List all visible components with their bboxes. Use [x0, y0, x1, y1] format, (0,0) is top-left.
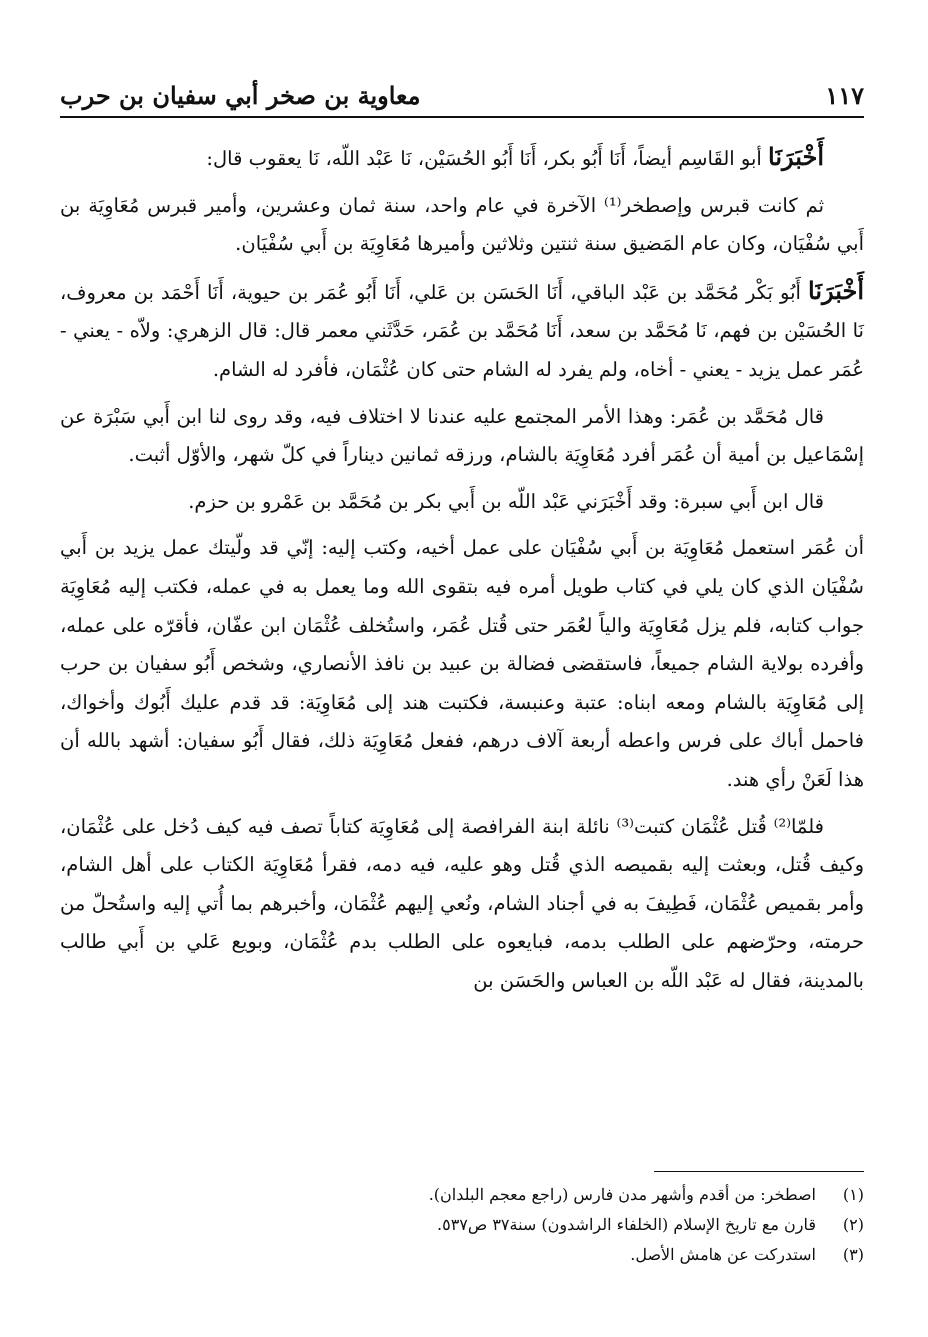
header-rule: [60, 116, 864, 118]
running-title: معاوية بن صخر أبي سفيان بن حرب: [60, 81, 421, 110]
footnote-number: (١): [842, 1185, 864, 1204]
paragraph-text: قال ابن أَبي سبرة: وقد أَخْبَرَني عَبْد اللّه بن أَبي بكر بن مُحَمَّد بن عَمْرو بن حزم.: [188, 489, 824, 513]
footnote-number: (٢): [842, 1215, 864, 1234]
paragraph-text: أن عُمَر استعمل مُعَاوِيَة بن أَبي سُفْيَان على عمل أخيه، وكتب إليه: إنّي قد ولّيتك عمل يزيد بن أَبي سُفْيَان الذي كان يلي في كتاب طويل أمره فيه بتقوى الله وما يعمل به في عمله، فكتب إليه مُعَاوِيَة جواب كتابه، فلم يزل مُعَاوِيَة والياً لعُمَر حتى قُتل عُمَر، واستُخلف عُثْمَان ابن عفّان، فأقرّه على عمله، وأفرده بولاية الشام جميعاً، فاستقضى فضالة بن عبيد بن نافذ الأنصاري، وشخص أَبُو سفيان بن حرب إلى مُعَاوِيَة بالشام ومعه ابناه: عتبة وعنبسة، فكتبت هند إلى مُعَاوِيَة: قد قدم عليك أَبُوك وأخواك، فاحمل أباك على فرس واعطه أربعة آلاف درهم، ففعل مُعَاوِيَة ذلك، فقال أَبُو سفيان: أشهد بالله أن هذا لَعَنْ رأي هند.: [60, 536, 864, 791]
paragraph-text: ثم كانت قبرس وإصطخر⁽¹⁾ الآخرة في عام واحد، سنة ثمان وعشرين، وأمير قبرس مُعَاوِيَة بن أَبي سُفْيَان، وكان عام المَضيق سنة ثنتين وثلاثين وأميرها مُعَاوِيَة بن أَبي سُفْيَان.: [60, 193, 864, 256]
footnote-text: استدركت عن هامش الأصل.: [630, 1245, 816, 1264]
paragraph-6: [60, 529, 864, 799]
paragraph-7: [60, 808, 864, 1001]
paragraph-5: [60, 483, 864, 522]
footnotes: [60, 1180, 864, 1270]
page-header: [60, 66, 864, 110]
paragraph-1: [60, 138, 864, 179]
paragraph-text: قال مُحَمَّد بن عُمَر: وهذا الأمر المجتمع عليه عندنا لا اختلاف فيه، وقد روى لنا ابن أَبي سَبْرَة عن إسْمَاعيل بن أمية أن عُمَر أفرد مُعَاوِيَة بالشام، ورزقه ثمانين ديناراً في كلّ شهر، والأوّل أثبت.: [60, 404, 864, 467]
paragraph-3: [60, 272, 864, 390]
paragraph-4: [60, 398, 864, 475]
narration-lead: أَخْبَرَنَا: [768, 142, 824, 171]
narration-lead: أَخْبَرَنَا: [808, 275, 865, 305]
paragraph-text: أبو القَاسِم أيضاً، أَنَا أَبُو بكر، أَنَا أَبُو الحُسَيْن، نَا عَبْد اللّه، نَا يعقوب قال:: [206, 147, 762, 170]
footnote-text: اصطخر: من أقدم وأشهر مدن فارس (راجع معجم البلدان).: [428, 1185, 816, 1204]
page-number: ١١٧: [825, 81, 864, 110]
footnote-3: [60, 1240, 864, 1270]
footnote-rule: [654, 1171, 864, 1172]
main-text: [60, 138, 864, 1008]
footnote-text: قارن مع تاريخ الإسلام (الخلفاء الراشدون) سنة٣٧ ص٥٣٧.: [437, 1215, 816, 1234]
paragraph-text: أَبُو بَكْر مُحَمَّد بن عَبْد الباقي، أَنَا الحَسَن بن عَلي، أَنَا أَبُو عُمَر بن حيوية، أَنَا أَحْمَد بن معروف، نَا الحُسَيْن بن فهم، نَا مُحَمَّد بن سعد، أَنَا مُحَمَّد بن عُمَر، حَدَّثَني معمر قال: قال الزهري: ولاّه - يعني - عُمَر عمل يزيد - يعني - أخاه، ولم يفرد له الشام حتى كان عُثْمَان، فأفرد له الشام.: [60, 280, 864, 381]
footnote-1: [60, 1180, 864, 1210]
paragraph-2: [60, 187, 864, 264]
footnote-2: [60, 1210, 864, 1240]
footnote-number: (٣): [842, 1245, 864, 1264]
paragraph-text: فلمّا⁽²⁾ قُتل عُثْمَان كتبت⁽³⁾ نائلة ابنة الفرافصة إلى مُعَاوِيَة كتاباً تصف فيه كيف دُخل على عُثْمَان، وكيف قُتل، وبعثت إليه بقميصه الذي قُتل وهو عليه، فيه دمه، فقرأ مُعَاوِيَة الكتاب على أهل الشام، وأمر بقميص عُثْمَان، فَطِيفَ به في أجناد الشام، ونُعي إليهم عُثْمَان، وأخبرهم بما أُتي إليه واستُحلّ من حرمته، وحرّضهم على الطلب بدمه، فبايعوه على الطلب بدم عُثْمَان، وبويع عَلي بن أَبي طالب بالمدينة، فقال له عَبْد اللّه بن العباس والحَسَن بن: [60, 814, 864, 992]
